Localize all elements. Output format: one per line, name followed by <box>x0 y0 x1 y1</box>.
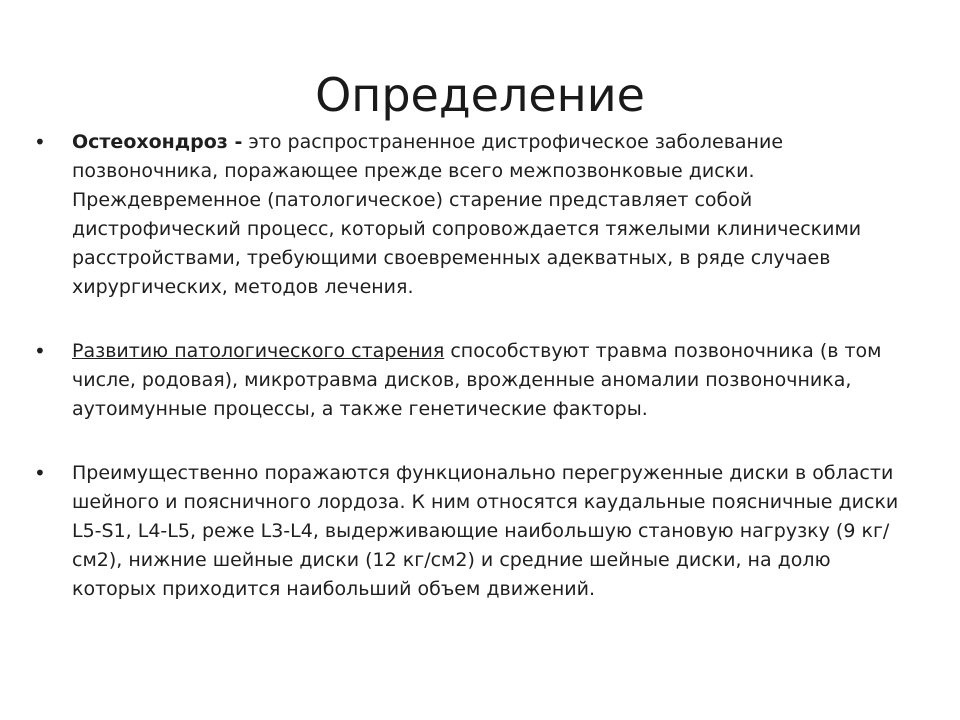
causes-text: способствуют травма позвоночника (в том числе, родовая), микротравма дисков, врожденные аномалии позвоночника, аутоимунные процессы, а также генетические факторы. <box>72 340 882 420</box>
bullet-icon: • <box>34 130 46 154</box>
affected-discs-text: Преимущественно поражаются функционально перегруженные диски в области шейного и поясничного лордоза. К ним относятся каудальные поясничные диски L5-S1, L4-L5, реже L3-L4, выдерживающие наибольшую становую нагрузку (9 кг/см2), нижние шейные диски (12 кг/см2) и средние шейные диски, на долю которых приходится наибольший объем движений. <box>72 462 899 600</box>
bullet-list <box>34 128 914 604</box>
slide-title: Определение <box>315 68 645 122</box>
bullet-icon: • <box>34 461 46 485</box>
causes-heading: Развитию патологического старения <box>72 340 445 362</box>
bullet-item-causes <box>34 337 914 424</box>
bullet-icon: • <box>34 339 46 363</box>
term-osteochondrosis: Остеохондроз - <box>72 131 243 153</box>
definition-text: это распространенное дистрофическое заболевание позвоночника, поражающее прежде всего межпозвонковые диски. Преждевременное (патологическое) старение представляет собой дистрофический процесс, который сопровождается тяжелыми клиническими расстройствами, требующими своевременных адекватных, в ряде случаев хирургических, методов лечения. <box>72 131 862 298</box>
bullet-item-definition <box>34 128 914 302</box>
bullet-item-affected-discs <box>34 459 914 604</box>
